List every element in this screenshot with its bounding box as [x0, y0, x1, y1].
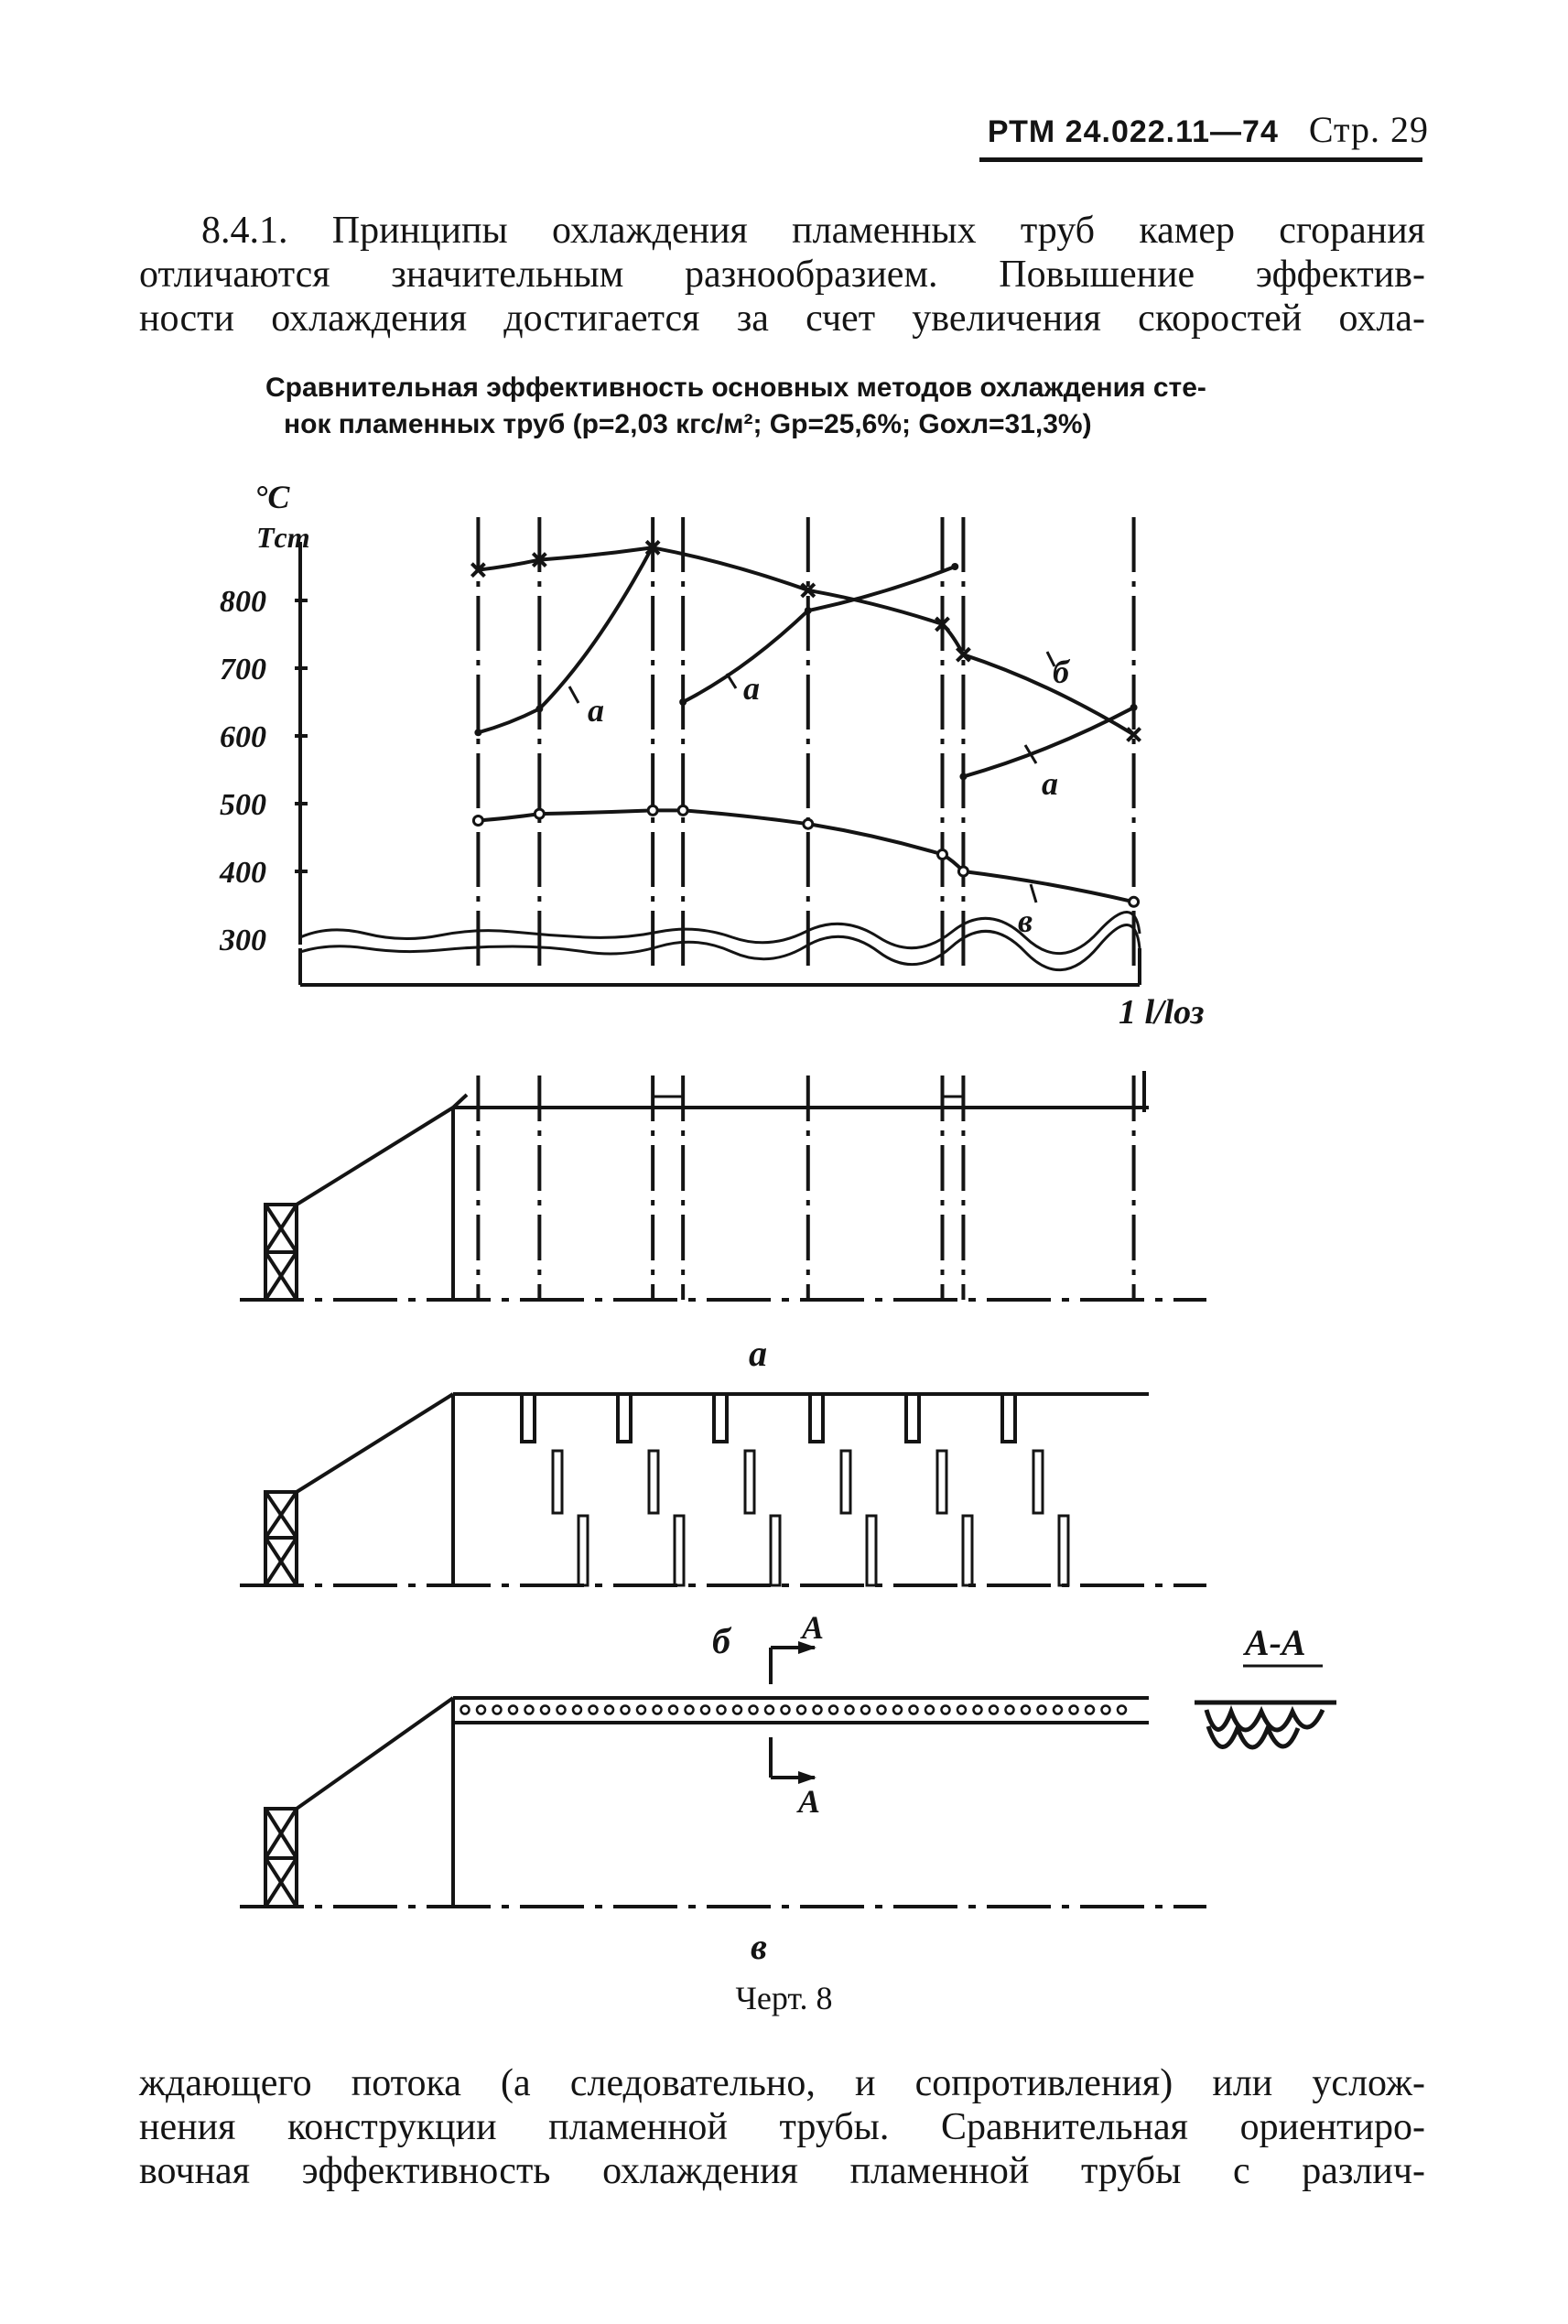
- scheme-b-slot: [675, 1516, 684, 1585]
- series-point-в: [535, 809, 544, 818]
- scheme-b-slot: [841, 1451, 850, 1513]
- series-layer: [471, 541, 1140, 906]
- section-mark-bottom: А: [798, 1783, 821, 1820]
- scheme-b: [240, 1394, 1206, 1585]
- paragraph-line: вочная эффективность охлаждения пламенной трубы с различ-: [139, 2150, 1425, 2192]
- scheme-b-slot: [867, 1516, 876, 1585]
- scheme-c-hole: [1038, 1706, 1046, 1714]
- scheme-b-slot: [1059, 1516, 1068, 1585]
- scheme-c-hole: [1086, 1706, 1094, 1714]
- scheme-c-hole: [750, 1706, 758, 1714]
- scheme-b-slots: [453, 1394, 1149, 1585]
- series-label-b: б: [1053, 654, 1069, 690]
- section-view-label: А-А: [1245, 1622, 1306, 1663]
- series-label-a1: а: [588, 692, 604, 729]
- series-point-в: [678, 805, 687, 815]
- scheme-b-notch: [1002, 1394, 1015, 1442]
- scheme-c-hole: [541, 1706, 549, 1714]
- scheme-c-hole: [974, 1706, 982, 1714]
- paragraph-line: 8.4.1. Принципы охлаждения пламенных труб камер сгорания: [201, 210, 1425, 252]
- y-tick-label: 600: [220, 720, 266, 754]
- scheme-c-hole: [942, 1706, 950, 1714]
- series-label-v: в: [1018, 903, 1033, 939]
- scheme-c-hole: [525, 1706, 534, 1714]
- scheme-c-hole: [701, 1706, 709, 1714]
- scheme-b-slot: [649, 1451, 658, 1513]
- scheme-c-holes: [461, 1706, 1127, 1714]
- scheme-b-slot: [963, 1516, 972, 1585]
- scheme-c-hole: [829, 1706, 838, 1714]
- label-leader: [1031, 884, 1036, 903]
- y-tick-label: 800: [220, 585, 266, 619]
- scheme-c-hole: [1070, 1706, 1078, 1714]
- scheme-b-notch: [714, 1394, 727, 1442]
- series-point-в: [473, 816, 482, 826]
- scheme-b-slot: [553, 1451, 562, 1513]
- series-point-а: [679, 698, 687, 706]
- scheme-c-hole: [493, 1706, 502, 1714]
- y-axis-unit: °C: [254, 479, 290, 515]
- series-point-в: [648, 805, 657, 815]
- scheme-c-hole: [1118, 1706, 1126, 1714]
- scheme-c: [240, 1648, 1206, 1907]
- series-point-в: [938, 850, 947, 859]
- series-point-в: [804, 819, 813, 828]
- scheme-b-slot: [745, 1451, 754, 1513]
- scheme-c-hole: [718, 1706, 726, 1714]
- series-line-а: [478, 546, 653, 733]
- series-line-а: [683, 567, 955, 702]
- scheme-b-slot: [1033, 1451, 1043, 1513]
- scheme-c-hole: [861, 1706, 870, 1714]
- section-view-profile: [1195, 1702, 1336, 1747]
- scheme-b-slot: [579, 1516, 588, 1585]
- paragraph-line: ности охлаждения достигается за счет увеличения скоростей охла-: [139, 297, 1425, 340]
- scheme-b-notch: [906, 1394, 919, 1442]
- paragraph-line: ждающего потока (а следовательно, и сопротивления) или услож-: [139, 2062, 1425, 2104]
- scheme-c-hole: [989, 1706, 998, 1714]
- scheme-c-hole: [782, 1706, 790, 1714]
- series-point-а: [951, 563, 958, 570]
- scheme-c-hole: [893, 1706, 902, 1714]
- label-leader: [569, 686, 579, 703]
- scheme-c-hole: [814, 1706, 822, 1714]
- axis-break: [300, 924, 1140, 969]
- scheme-b-notch: [810, 1394, 823, 1442]
- scheme-c-hole: [765, 1706, 773, 1714]
- scheme-c-hole: [509, 1706, 517, 1714]
- label-leader: [727, 674, 736, 688]
- series-point-а: [474, 729, 481, 736]
- series-label-a2: а: [743, 670, 760, 707]
- series-point-а: [535, 705, 543, 712]
- scheme-c-hole: [925, 1706, 934, 1714]
- scheme-c-hole: [797, 1706, 806, 1714]
- paragraph-line: нения конструкции пламенной трубы. Сравнительная ориентиро-: [139, 2106, 1425, 2148]
- scheme-c-hole: [573, 1706, 581, 1714]
- figure-caption: Черт. 8: [735, 1980, 833, 2016]
- scheme-c-hole: [1054, 1706, 1062, 1714]
- figure-title-line: нок пламенных труб (p=2,03 кгс/м²; Gр=25,6%; Gохл=31,3%): [284, 409, 1092, 439]
- scheme-c-hole: [637, 1706, 645, 1714]
- scheme-c-hole: [733, 1706, 741, 1714]
- closing-paragraph: [139, 2061, 1425, 2193]
- series-point-а: [805, 607, 812, 614]
- page-number: Стр. 29: [1308, 109, 1429, 150]
- scheme-a-label: а: [749, 1333, 767, 1374]
- series-point-в: [958, 867, 968, 876]
- scheme-b-slot: [937, 1451, 946, 1513]
- x-axis-label: 1 l/lоз: [1119, 993, 1205, 1032]
- scheme-c-hole: [654, 1706, 662, 1714]
- scheme-a: [240, 1071, 1206, 1300]
- scheme-b-notch: [522, 1394, 535, 1442]
- scheme-b-label: б: [712, 1620, 730, 1661]
- scheme-c-hole: [557, 1706, 566, 1714]
- y-axis-ticks: [219, 585, 308, 957]
- series-point-а: [959, 773, 967, 780]
- paragraph-line: отличаются значительным разнообразием. Повышение эффектив-: [139, 254, 1425, 296]
- scheme-c-hole: [878, 1706, 886, 1714]
- arrow-head: [798, 1771, 816, 1784]
- scheme-c-hole: [1102, 1706, 1110, 1714]
- scheme-c-hole: [477, 1706, 485, 1714]
- scheme-c-hole: [686, 1706, 694, 1714]
- scheme-c-hole: [605, 1706, 613, 1714]
- scheme-c-hole: [1022, 1706, 1030, 1714]
- scheme-c-label: в: [751, 1926, 767, 1967]
- series-point-в: [1130, 897, 1139, 906]
- y-tick-label: 500: [220, 788, 266, 822]
- y-tick-label: 400: [220, 856, 266, 890]
- scheme-c-hole: [589, 1706, 598, 1714]
- scheme-c-hole: [910, 1706, 918, 1714]
- series-label-a3: а: [1042, 765, 1058, 802]
- y-tick-label: 700: [220, 653, 266, 686]
- scheme-c-hole: [622, 1706, 630, 1714]
- section-mark-top: А: [802, 1609, 825, 1646]
- scheme-c-hole: [846, 1706, 854, 1714]
- scheme-b-slot: [771, 1516, 780, 1585]
- figure-title-line: Сравнительная эффективность основных методов охлаждения сте-: [265, 373, 1206, 403]
- y-axis-label: Tст: [256, 521, 310, 554]
- series-line-б: [478, 547, 1133, 734]
- scheme-c-hole: [461, 1706, 470, 1714]
- scheme-c-hole: [957, 1706, 966, 1714]
- series-point-а: [1130, 704, 1138, 711]
- scheme-c-hole: [669, 1706, 677, 1714]
- document-code: РТМ 24.022.11—74: [987, 114, 1279, 149]
- scheme-b-notch: [618, 1394, 631, 1442]
- y-tick-label: 300: [220, 924, 266, 957]
- scheme-c-hole: [1006, 1706, 1014, 1714]
